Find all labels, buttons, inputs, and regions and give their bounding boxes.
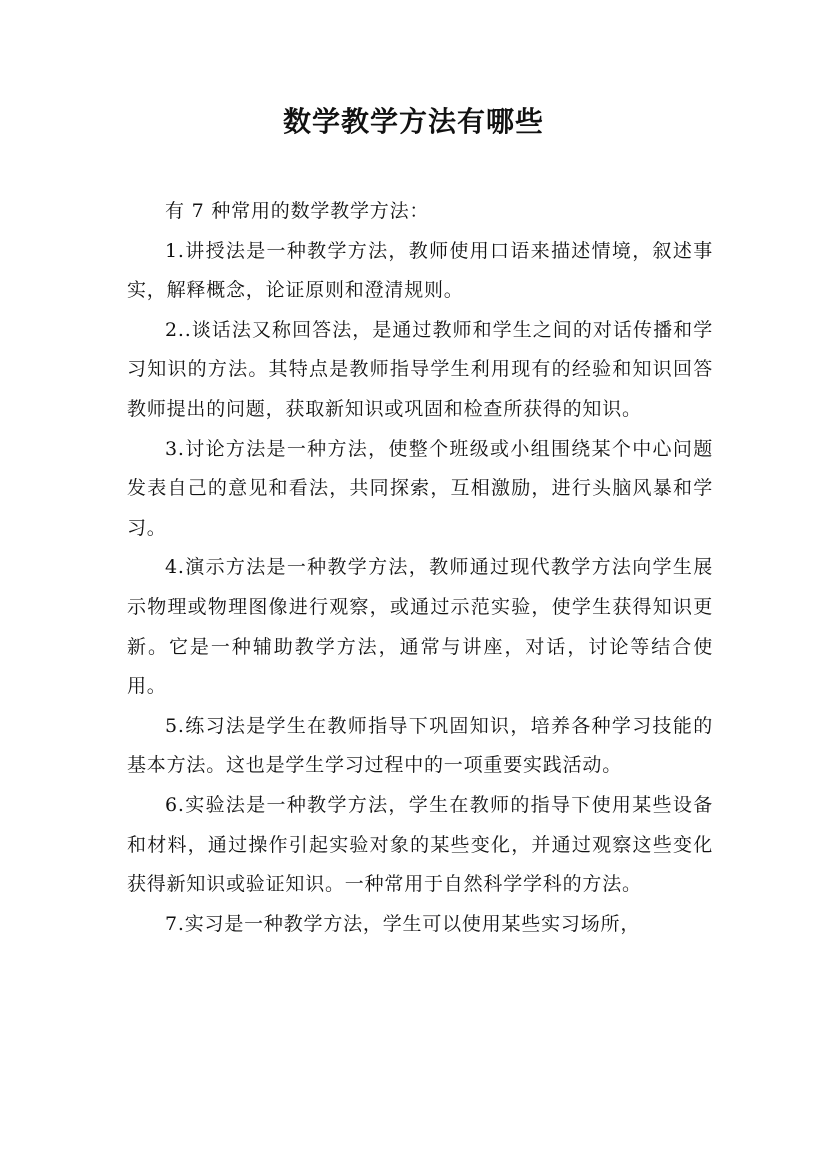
method-paragraph-3: 3.讨论方法是一种方法，使整个班级或小组围绕某个中心问题发表自己的意见和看法，共同探索，互相激励，进行头脑风暴和学习。: [127, 437, 713, 539]
method-paragraph-5: 5.练习法是学生在教师指导下巩固知识，培养各种学习技能的基本方法。这也是学生学习过程中的一项重要实践活动。: [127, 714, 713, 777]
document-body: [127, 192, 713, 944]
method-paragraph-2: 2..谈话法又称回答法，是通过教师和学生之间的对话传播和学习知识的方法。其特点是教师指导学生利用现有的经验和知识回答教师提出的问题，获取新知识或巩固和检查所获得的知识。: [127, 318, 713, 420]
intro-paragraph: 有 7 种常用的数学教学方法：: [165, 200, 430, 222]
method-paragraph-6: 6.实验法是一种教学方法，学生在教师的指导下使用某些设备和材料，通过操作引起实验对象的某些变化，并通过观察这些变化获得新知识或验证知识。一种常用于自然科学学科的方法。: [127, 793, 713, 896]
method-paragraph-4: 4.演示方法是一种教学方法，教师通过现代教学方法向学生展示物理或物理图像进行观察，或通过示范实验，使学生获得知识更新。它是一种辅助教学方法，通常与讲座，对话，讨论等结合使用。: [127, 556, 713, 698]
document-title: 数学教学方法有哪些: [282, 105, 544, 138]
method-paragraph-1: 1.讲授法是一种教学方法，教师使用口语来描述情境，叙述事实，解释概念，论证原则和澄清规则。: [127, 239, 713, 302]
method-paragraph-7: 7.实习是一种教学方法，学生可以使用某些实习场所，: [165, 912, 641, 935]
